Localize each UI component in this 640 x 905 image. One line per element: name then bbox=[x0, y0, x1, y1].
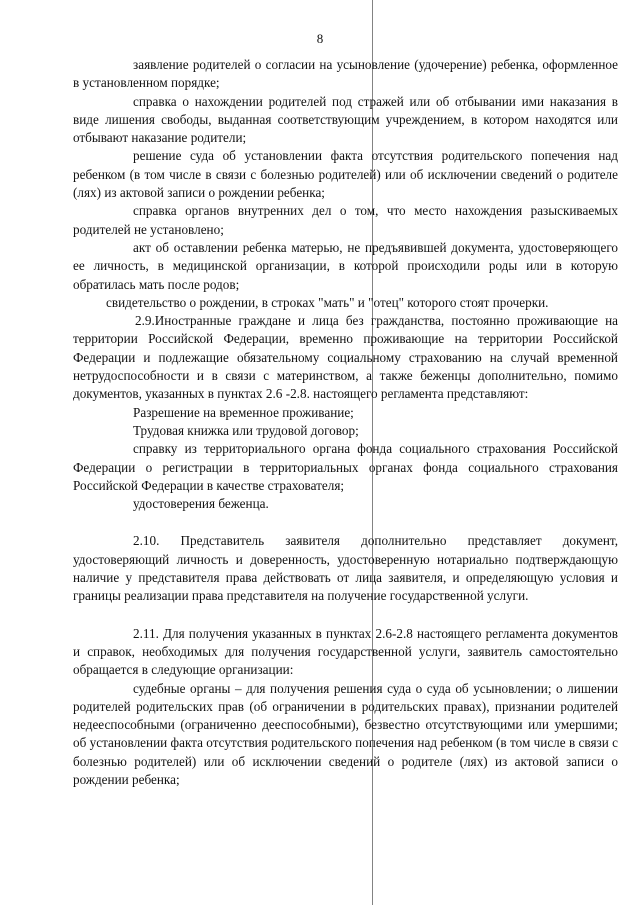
paragraph-police-certificate: справка органов внутренних дел о том, что место нахождения разыскиваемых родителей не установлено; bbox=[73, 203, 618, 237]
list-item-refugee-certificate: удостоверения беженца. bbox=[133, 496, 269, 512]
paragraph-2-11: 2.11. Для получения указанных в пунктах 2.6-2.8 настоящего регламента документов и справок, необходимых для получения государственной услуги, заявитель самостоятельно обращается в следующие организации: bbox=[73, 625, 618, 678]
paragraph-parent-consent: заявление родителей о согласии на усыновление (удочерение) ребенка, оформленное в установленном порядке; bbox=[73, 57, 618, 91]
paragraph-abandonment-act: акт об оставлении ребенка матерью, не предъявившей документа, удостоверяющего ее личность, в медицинской организации, в которой происходили роды или в которую обратилась мать после родов; bbox=[73, 239, 618, 292]
paragraph-court-decision-care: решение суда об установлении факта отсутствия родительского попечения над ребенком (в том числе в связи с болезнью родителей) или об исключении сведений о родителе (лях) из актовой записи о рождении ребенка; bbox=[73, 148, 618, 201]
paragraph-custody-certificate: справка о нахождении родителей под стражей или об отбывании ими наказания в виде лишения свободы, выданная соответствующим учреждением, в котором находятся или отбывают наказание родители; bbox=[73, 93, 618, 146]
list-item-work-record: Трудовая книжка или трудовой договор; bbox=[133, 422, 359, 438]
paragraph-2-10: 2.10. Представитель заявителя дополнительно представляет документ, удостоверяющий личность и доверенность, удостоверенную нотариально подтверждающую наличие у представителя права действовать от лица заявителя, и определяющую условия и границы реализации права представителя на получение государственной услуги. bbox=[73, 533, 618, 604]
list-item-residence-permit: Разрешение на временное проживание; bbox=[133, 404, 354, 420]
paragraph-judicial-bodies: судебные органы – для получения решения суда о суда об усыновлении; о лишении родителей родительских прав (об ограничении в родительских правах), признании родителей недееспособными (ограниченно дееспособными), безвестно отсутствующими или умершими; об установлении факта отсутствия родительского попечения над ребенком (в том числе в связи с болезнью родителей) или об исключении сведений о родителе (лях) из актовой записи о рождении ребенка; bbox=[73, 680, 618, 787]
paragraph-birth-certificate: свидетельство о рождении, в строках "мать" и "отец" которого стоят прочерки. bbox=[106, 294, 549, 310]
list-item-social-insurance-certificate: справку из территориального органа фонда социального страхования Российской Федерации о регистрации в территориальных органах фонда социального страхования Российской Федерации в качестве страхователя; bbox=[73, 441, 618, 493]
paragraph-2-9: 2.9.Иностранные граждане и лица без гражданства, постоянно проживающие на территории Российской Федерации, временно проживающие на территории Российской Федерации и подлежащие обязательному социальному страхованию на случай временной нетрудоспособности и в связи с материнством, а также беженцы дополнительно, помимо документов, указанных в пунктах 2.6 -2.8. настоящего регламента представляют: bbox=[73, 313, 618, 402]
document-body bbox=[73, 56, 618, 789]
page-number: 8 bbox=[316, 31, 324, 46]
